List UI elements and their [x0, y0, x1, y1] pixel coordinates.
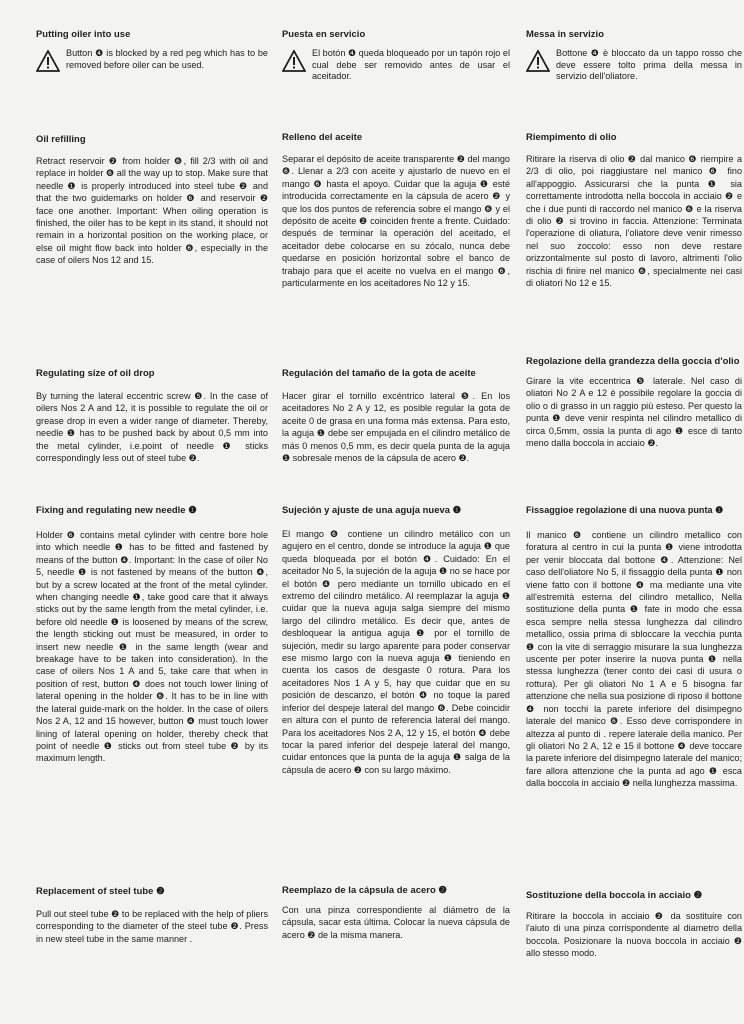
section-regulating-drop — [36, 367, 268, 464]
section-title: Oil refilling — [36, 133, 86, 144]
section-regulacion-gota — [282, 367, 510, 464]
section-title: Riempimento di olio — [526, 131, 617, 142]
section-title: Reemplazo de la cápsula de acero ❷ — [282, 884, 447, 895]
section-riempimento-olio — [526, 131, 742, 289]
english-column — [36, 0, 268, 1024]
section-title: Puesta en servicio — [282, 28, 366, 39]
spanish-column — [282, 0, 510, 1024]
section-text: El mango ❻ contiene un cilindro metálico con un agujero en el centro, donde se introduce la aguja ❶ que queda bloqueada por el botón ❹. Cuidado: En el aceitador No 5, la sujeción de la aguja ❶ no se hace por el botón ❹ pero mediante un tornillo ubicado en el extremo del cilindro metálico. Al reemplazar la aguja ❶ cuidar que la nueva aguja salga siempre del mismo largo del cilindro metálico. Es decir que, antes de desbloquear la antigua aguja ❶ por el tornillo de sujeción, medir su largo aparente para poder conservar ese mismo largo con la nueva aguja ❶ tieniendo en cuenta los casos de desgaste 0 rotura. Para los aceitadores Nos 1 A y 5, hay que cuidar que en su posición de descanzo, el botón ❹ no toque la pared inferior del despeje lateral del mango ❻. Debe coincidir en altura con el punto de referencia lateral del mango. Para los aceitadores Nos 2 A, 12 y 15, el botón ❹ debe tocar la pared inferior del despeje lateral del mango, cuidar entonces que la punta de la aguja ❶ salga de la cápsula de acero ❷ con su largo máximo. — [282, 529, 510, 775]
section-title: Sostituzione della boccola in acciaio ❷ — [526, 889, 703, 900]
warning-triangle-icon — [36, 50, 60, 72]
section-messa-in-servizio — [526, 28, 742, 83]
section-text: Holder ❻ contains metal cylinder with centre bore hole into which needle ❶ has to be fitted and fastened by means of the button ❹. Important: In the case of oiler No 5, needle ❶ is not fastened by means of the button ❹, but by a screw located at the front of the metal cylinder. when changing needle ❶, take good care that it always sticks out by the same length from the metal cylinder, i.e. before old needle ❶ is loosened by means of the screw, the length sticking out must be measured, in order to insert new needle ❶ in the same length (wear and breakage have to be taken into consideration). In the case of oilers Nos 1 A and 5, take care that when in position of rest, button ❹ does not touch lower lining of lateral opening in the holder ❻. It has to be in line with the lateral guide-mark on the holder. In the case of oilers Nos 2 A, 12 and 15 however, button ❹ must touch lower lining of lateral opening on holder, thereby check that point of needle ❶ sticks out from steel tube ❷ by its maximum length. — [36, 530, 268, 764]
section-title: Regulación del tamaño de la gota de aceite — [282, 367, 476, 378]
section-sujecion-aguja — [282, 504, 510, 776]
section-oil-refilling — [36, 133, 268, 267]
section-title: Regulating size of oil drop — [36, 367, 155, 378]
section-title: Fissaggioe regolazione di una nuova punta ❶ — [526, 505, 724, 515]
warning-triangle-icon — [526, 50, 550, 72]
warning-block — [282, 48, 510, 83]
section-text: By turning the lateral eccentric screw ❺. In the case of oilers Nos 2 A and 12, it is possible to regulate the oil or grease drop in even a wider range of diameter. Thereby, needle ❶ has to be pushed back by about 0,5 mm into the metal cylinder, i.e.point of needle ❶ sticks correspondingly less out of steel tube ❷. — [36, 391, 268, 464]
section-regolazione-goccia — [526, 355, 742, 449]
section-title: Putting oiler into use — [36, 28, 131, 39]
section-title: Sujeción y ajuste de una aguja nueva ❶ — [282, 504, 462, 515]
section-text: Il manico ❻ contiene un cilindro metallico con foratura al centro in cui la punta ❶ viene introdotta per venir bloccata dal bottone ❹. Attenzione: Nel caso dell'oliatore No 5, il fissaggio della punta ❶ non viene fatto con il bottone ❹ ma mediante una vite all'estremità esterna del cilindro metallico, Nella sostituzione della punta ❶ fate in modo che essa esca sempre nella stessa lunghezza dal cilindro metallico, ossia prima di sbloccare la vecchia punta ❶ con la vite di serraggio misurare la sua lunghezza uscente per poter inserire la nuova punta ❶ nella stessa lunghezza (tener conto dei casi di usura o rottura). Per gli oliatori No 1 A e 5 bisogna far attenzione che nella sua posizione di riposo il bottone ❹ non tocchi la parete inferiore del disimpegno laterale del manico ❻. Esso deve corrispondere in altezza al punto di . repere laterale della manico. Per gli oliatori No 2 A, 12 e 15 il bottone ❹ deve toccare la parete inferiore del disimpegno laterale del manico; fare allora attenzione che la punta ad ago ❶ esca dalla boccola in acciaio ❷ nella lunghezza massima. — [526, 530, 742, 789]
section-text: Bottone ❹ è bloccato da un tappo rosso che deve essere tolto prima della messa in servizio dell'oliatore. — [556, 48, 742, 82]
section-text: Separar el depósito de aceite transparente ❷ del mango ❻. Llenar a 2/3 con aceite y ajustarlo de nuevo en el mango ❻ hasta el apoyo. Cuidar que la aguja ❶ esté introducida correctamente en la cápsula de acero ❷ y que los dos puntos de referencia sobre el mango ❻ y el depósito de aceite ❷ coinciden frente a frente. Cuidado: después de terminar la operación del aceitado, el aceitador debe colocarse en su zócalo, nunca debe quedarse en posición horizontal sobre el banco de trabajo para que el aceite no vuelva en el mango ❻, particularmente en los aceitadores No 12 y 15. — [282, 154, 510, 289]
section-text: Ritirare la boccola in acciaio ❷ da sostituire con l'aiuto di una pinza corrispondente al diametro della boccola. Posizionare la nuova boccola in acciaio ❷ allo stesso modo. — [526, 911, 742, 959]
italian-column — [526, 0, 742, 1024]
section-title: Fixing and regulating new needle ❶ — [36, 504, 197, 515]
warning-block — [36, 48, 268, 72]
section-fissaggio-punta — [526, 504, 742, 790]
section-relleno-aceite — [282, 131, 510, 289]
section-text: Retract reservoir ❷ from holder ❻, fill 2/3 with oil and replace in holder ❻ all the way up to stop. Make sure that needle ❶ is properly introduced into steel tube ❷ and that the two guidemarks on holder ❻ and reservoir ❷ face one another. Important: When oiling operation is finished, the oiler has to be kept in its stand, it should not remain in a horizontal position on the working place, or else oil might flow back into holder ❻, especially in the case of oilers Nos 12 and 15. — [36, 156, 268, 266]
section-replacement-tube — [36, 885, 268, 945]
section-text: Hacer girar el tornillo excéntrico lateral ❺. En los aceitadores No 2 A y 12, es posible regular la gota de aceite 0 de grasa en una forma más extensa. Para esto, la aguja ❶ debe ser empujada en el cilindro metálico de más 0 menos 0,5 mm, es decir quela punta de la aguja ❶ sobresale menos de la cápsula de acero ❷. — [282, 391, 510, 464]
section-title: Replacement of steel tube ❷ — [36, 885, 165, 896]
section-text: Girare la vite eccentrica ❺ laterale. Nel caso di oliatori No 2 A e 12 è possibile regolare la goccia di olio o di grasso in un raggio più esteso. Per questo la punta ❶ deve venir respinta nel cilindro metallico di circa 0,5mm, ossia la punta di ago ❶ esce di tanto meno dalla boccola in acciaio ❷. — [526, 376, 742, 449]
section-text: Con una pinza correspondiente al diámetro de la cápsula, sacar esta última. Colocar la nueva cápsula de acero ❷ de la misma manera. — [282, 905, 510, 940]
section-title: Relleno del aceite — [282, 131, 363, 142]
warning-block — [526, 48, 742, 83]
section-reemplazo-capsula — [282, 884, 510, 941]
section-text: Pull out steel tube ❷ to be replaced with the help of pliers corresponding to the diameter of the steel tube ❷. Press in new steel tube in the same manner . — [36, 909, 268, 944]
section-text: Button ❹ is blocked by a red peg which has to be removed before oiler can be used. — [66, 48, 268, 70]
section-text: El botón ❹ queda bloqueado por un tapón rojo el cual debe ser removido antes de usar el aceitador. — [312, 48, 510, 82]
section-putting-into-use — [36, 28, 268, 72]
section-title: Regolazione della grandezza della goccia d'olio — [526, 355, 740, 366]
section-title: Messa in servizio — [526, 28, 604, 39]
section-sostituzione-boccola — [526, 889, 742, 960]
warning-triangle-icon — [282, 50, 306, 72]
section-puesta-en-servicio — [282, 28, 510, 83]
section-text: Ritirare la riserva di olio ❷ dal manico ❻ riempire a 2/3 di olio, poi riaggiustare nel manico ❻ fino all'appoggio. Assicurarsi che la punta ❶ sia correttamente introdotta nella boccola in acciaio ❷ e che i due punti di raccordo nel manico ❻ e la riserva di olio ❷ si trovino in faccia. Attenzione: Terminata l'operazione di oliatura, l'oliatore deve venir rimesso nel suo zoccolo: esso non deve restare orizzontalmente sul posto di lavoro, altrimenti l'olio rischia di finire nel manico ❻, specialmente nei casi di oliatori No 12 e 15. — [526, 154, 742, 289]
section-fixing-needle — [36, 504, 268, 765]
